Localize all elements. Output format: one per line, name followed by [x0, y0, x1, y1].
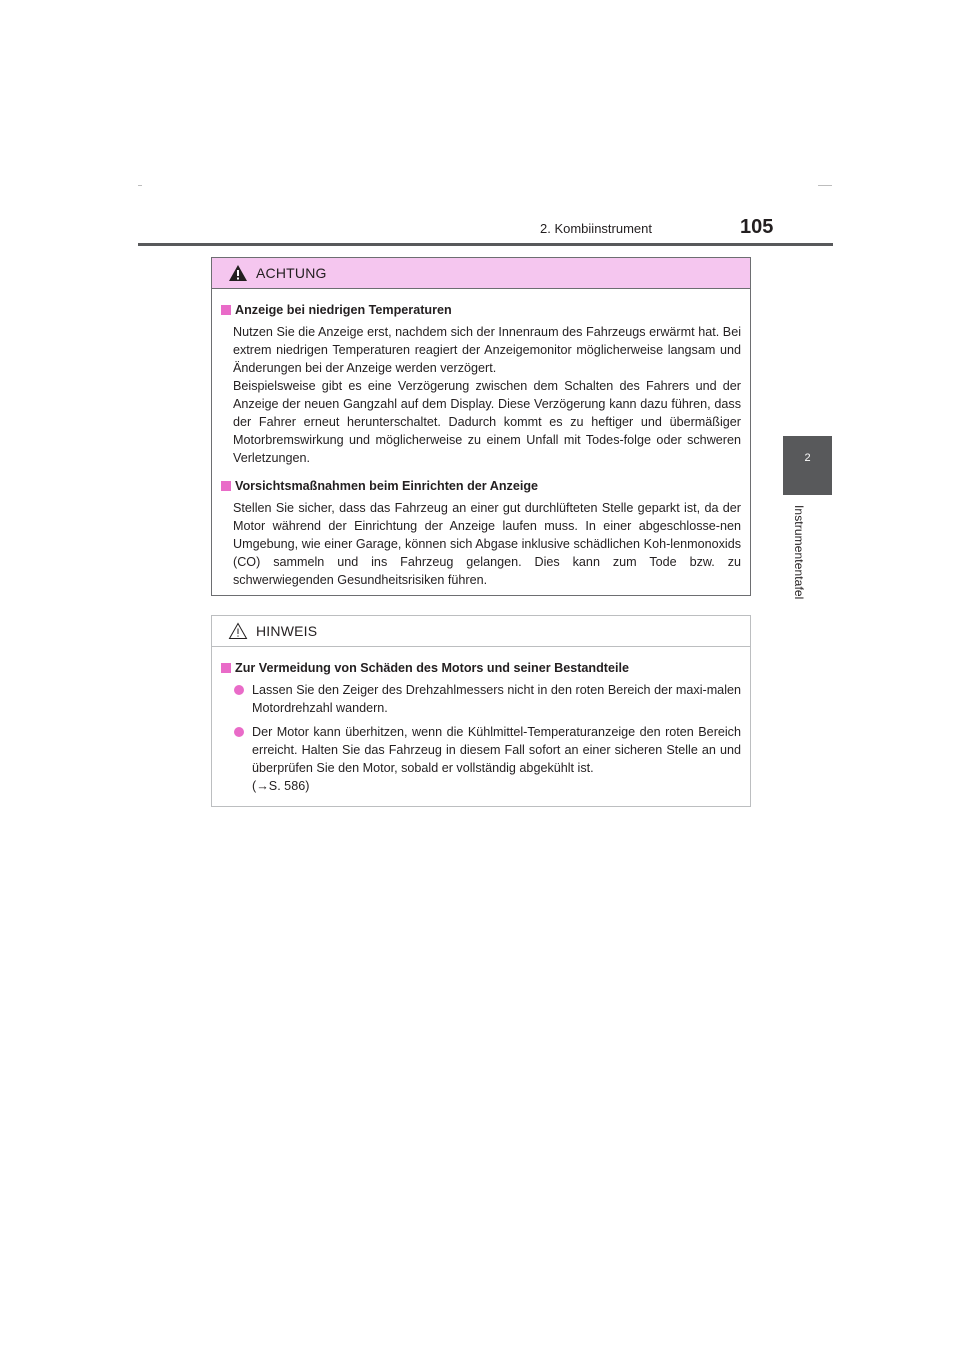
- hinweis-bullet: [220, 723, 741, 777]
- hinweis-bullet-text: Lassen Sie den Zeiger des Drehzahlmessers nicht in den roten Bereich der maxi-malen Motordrehzahl wandern.: [252, 683, 741, 715]
- caution-triangle-outline-icon: [228, 622, 248, 640]
- square-bullet-icon: [221, 305, 231, 315]
- achtung-box: [211, 257, 751, 596]
- warning-triangle-icon: [228, 264, 248, 282]
- hinweis-bullet-text: Der Motor kann überhitzen, wenn die Kühlmittel-Temperaturanzeige den roten Bereich erreicht. Halten Sie das Fahrzeug in diesem Fall sofort an einer sicheren Stelle an und überprüfen Sie den Motor, sobald er vollständig abgekühlt ist.: [252, 725, 741, 775]
- achtung-item-heading: [220, 301, 741, 319]
- chapter-number: 2: [804, 452, 811, 464]
- round-bullet-icon: [234, 685, 244, 695]
- page-reference-link[interactable]: (→S. 586): [252, 779, 310, 793]
- achtung-item-heading-text: Anzeige bei niedrigen Temperaturen: [235, 303, 452, 317]
- square-bullet-icon: [221, 481, 231, 491]
- crop-mark-left: [138, 185, 142, 186]
- section-title: 2. Kombiinstrument: [540, 221, 652, 236]
- hinweis-bullet: [220, 681, 741, 717]
- hinweis-heading-text: Zur Vermeidung von Schäden des Motors und seiner Bestandteile: [235, 661, 629, 675]
- hinweis-title: HINWEIS: [256, 623, 318, 639]
- square-bullet-icon: [221, 663, 231, 673]
- achtung-item-paragraph: Beispielsweise gibt es eine Verzögerung zwischen dem Schalten des Fahrers und der Anzeige der neuen Gangzahl auf dem Display. Diese Verzögerung kann dazu führen, dass der Fahrer erneut herunterschaltet. Dadurch kommt es zu heftiger und übermäßiger Motorbremswirkung und möglicherweise zu einem Unfall mit Todes-folge oder schweren Verletzungen.: [233, 379, 741, 465]
- crop-mark-right: [818, 185, 832, 186]
- achtung-header: [212, 258, 750, 289]
- chapter-label: Instrumententafel: [792, 505, 806, 600]
- achtung-item-paragraph: Stellen Sie sicher, dass das Fahrzeug an einer gut durchlüfteten Stelle geparkt ist, da der Motor während der Einrichtung der Anzeige laufen muss. In einer abgeschlosse-nen Umgebung, wie einer Garage, können sich Abgase inklusive schädlichen Koh-lenmonoxids (CO) sammeln und ins Fahrzeug gelangen. Dies kann zum Tode bzw. zu schwerwiegenden Gesundheitsrisiken führen.: [233, 501, 741, 587]
- achtung-item-heading: [220, 477, 741, 495]
- page-number: 105: [740, 216, 774, 238]
- round-bullet-icon: [234, 727, 244, 737]
- hinweis-header: [212, 616, 750, 647]
- achtung-item-heading-text: Vorsichtsmaßnahmen beim Einrichten der Anzeige: [235, 479, 539, 493]
- hinweis-box: [211, 615, 751, 807]
- chapter-tab[interactable]: [783, 436, 832, 495]
- achtung-title: ACHTUNG: [256, 265, 327, 281]
- hinweis-heading: [220, 659, 741, 677]
- achtung-item-paragraph: Nutzen Sie die Anzeige erst, nachdem sich der Innenraum des Fahrzeugs erwärmt hat. Bei extrem niedrigen Temperaturen reagiert der Anzeigemonitor möglicherweise langsam und Änderungen bei der Anzeige werden verzögert.: [233, 325, 741, 375]
- hinweis-body: [212, 647, 750, 795]
- achtung-body: [212, 289, 750, 589]
- header-rule: [138, 243, 833, 246]
